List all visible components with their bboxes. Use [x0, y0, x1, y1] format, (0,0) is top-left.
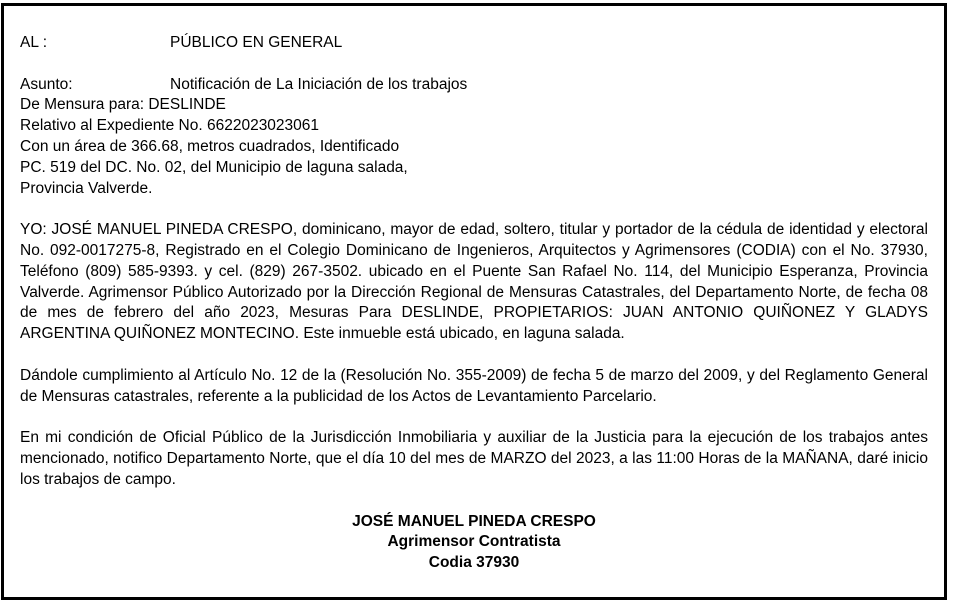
subject-line: PC. 519 del DC. No. 02, del Municipio de laguna salada, — [20, 158, 408, 176]
subject-line: Provincia Valverde. — [20, 179, 153, 197]
spacer — [20, 407, 928, 428]
addressee-value: PÚBLICO EN GENERAL — [170, 34, 343, 51]
subject-line: Relativo al Expediente No. 6622023023061 — [20, 117, 320, 135]
notification-paragraph: En mi condición de Oficial Público de la Jurisdicción Inmobiliaria y auxiliar de la Justicia para la ejecución de los trabajos antes mencionado, notifico Departamento Norte, que el día 10 del mes de MARZO del 2023, a las 11:00 Horas de la MAÑANA, daré inicio los trabajos de campo. — [20, 429, 928, 488]
spacer — [20, 345, 928, 366]
spacer — [20, 54, 928, 75]
subject-label: Asunto: — [20, 75, 73, 93]
addressee-label: AL : — [20, 34, 47, 51]
subject-row — [20, 75, 928, 96]
legal-basis-paragraph: Dándole cumplimiento al Artículo No. 12 de la (Resolución No. 355-2009) de fecha 5 de marzo del 2009, y del Reglamento General de Mensuras catastrales, referente a la publicidad de los Actos de Levantamiento Parcelario. — [20, 366, 928, 405]
subject-line: Con un área de 366.68, metros cuadrados, Identificado — [20, 137, 400, 155]
signer-name: JOSÉ MANUEL PINEDA CRESPO — [352, 512, 596, 530]
signer-title: Agrimensor Contratista — [387, 533, 561, 551]
addressee-row — [20, 33, 928, 54]
declaration-paragraph: YO: JOSÉ MANUEL PINEDA CRESPO, dominicano, mayor de edad, soltero, titular y portador de la cédula de identidad y electoral No. 092-0017275-8, Registrado en el Colegio Dominicano de Ingenieros, Arquitectos y Agrimensores (CODIA) con el No. 37930, Teléfono (809) 585-9393. y cel. (829) 267-3502. ubicado en el Puente San Rafael No. 114, del Municipio Esperanza, Provincia Valverde. Agrimensor Público Autorizado por la Dirección Regional de Mensuras Catastrales, del Departamento Norte, de fecha 08 de mes de febrero del año 2023, Mesuras Para DESLINDE, PROPIETARIOS: JUAN ANTONIO QUIÑONEZ Y GLADYS ARGENTINA QUIÑONEZ MONTECINO. Este inmueble está ubicado, en laguna salada. — [20, 221, 928, 343]
subject-line: De Mensura para: DESLINDE — [20, 96, 226, 114]
signature-block — [20, 512, 928, 574]
public-notice — [1, 3, 947, 600]
subject-line: Notificación de La Iniciación de los trabajos — [170, 75, 468, 93]
spacer — [20, 199, 928, 220]
signer-codia: Codia 37930 — [428, 554, 520, 572]
